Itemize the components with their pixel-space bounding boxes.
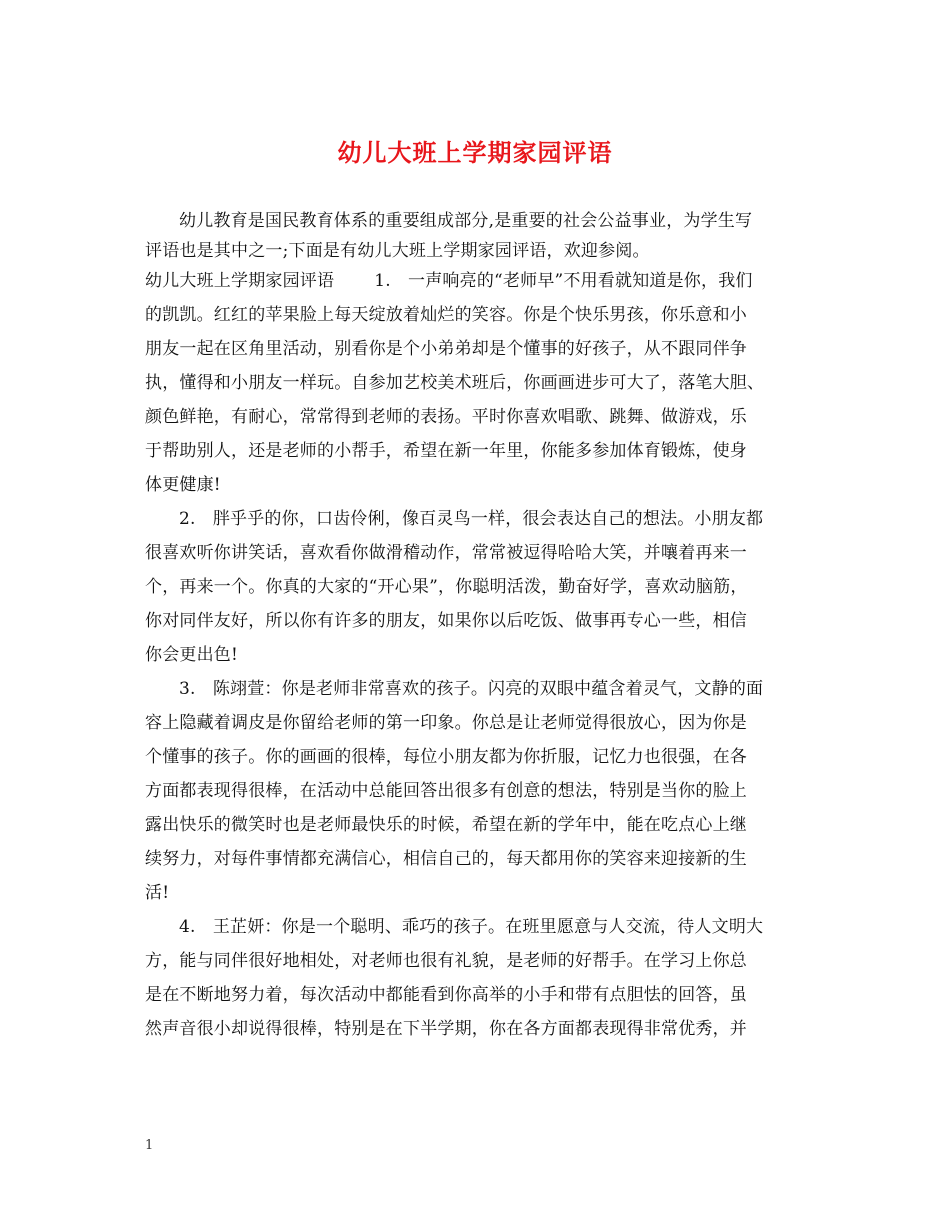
text-line: 3. 陈翊萱：你是老师非常喜欢的孩子。闪亮的双眼中蕴含着灵气，文静的面	[179, 679, 764, 699]
text-line: 2. 胖乎乎的你，口齿伶俐，像百灵鸟一样，很会表达自己的想法。小朋友都	[179, 509, 764, 529]
document-body	[145, 204, 813, 1046]
text-line: 你会更出色!	[145, 645, 239, 665]
text-line: 然声音很小却说得很棒，特别是在下半学期，你在各方面都表现得非常优秀，并	[145, 1019, 747, 1039]
text-line: 续努力，对每件事情都充满信心，相信自己的，每天都用你的笑容来迎接新的生	[145, 849, 747, 869]
text-line: 露出快乐的微笑时也是老师最快乐的时候，希望在新的学年中，能在吃点心上继	[145, 815, 747, 835]
page-number: 1	[145, 1138, 154, 1153]
text-line: 是在不断地努力着，每次活动中都能看到你高举的小手和带有点胆怯的回答，虽	[145, 985, 747, 1005]
text-line: 于帮助别人，还是老师的小帮手，希望在新一年里，你能多参加体育锻炼，使身	[145, 441, 747, 461]
text-line: 4. 王芷妍：你是一个聪明、乖巧的孩子。在班里愿意与人交流，待人文明大	[179, 917, 764, 937]
text-line: 评语也是其中之一;下面是有幼儿大班上学期家园评语，欢迎参阅。	[145, 241, 650, 261]
text-line: 朋友一起在区角里活动，别看你是个小弟弟却是个懂事的好孩子，从不跟同伴争	[145, 339, 747, 359]
text-line: 方面都表现得很棒，在活动中总能回答出很多有创意的想法，特别是当你的脸上	[145, 781, 747, 801]
text-line: 容上隐藏着调皮是你留给老师的第一印象。你总是让老师觉得很放心，因为你是	[145, 713, 747, 733]
text-line: 个懂事的孩子。你的画画的很棒，每位小朋友都为你折服，记忆力也很强，在各	[145, 747, 747, 767]
text-line: 幼儿教育是国民教育体系的重要组成部分,是重要的社会公益事业，为学生写	[179, 211, 753, 231]
text-line: 你对同伴友好，所以你有许多的朋友，如果你以后吃饭、做事再专心一些，相信	[145, 611, 747, 631]
text-line: 活!	[145, 883, 170, 903]
text-line: 颜色鲜艳，有耐心，常常得到老师的表扬。平时你喜欢唱歌、跳舞、做游戏，乐	[145, 407, 747, 427]
text-line: 执，懂得和小朋友一样玩。自参加艺校美术班后，你画画进步可大了，落笔大胆、	[145, 373, 765, 393]
document-title: 幼儿大班上学期家园评语	[337, 138, 613, 167]
text-line: 幼儿大班上学期家园评语 1. 一声响亮的“老师早”不用看就知道是你，我们	[145, 271, 753, 291]
text-line: 方，能与同伴很好地相处，对老师也很有礼貌，是老师的好帮手。在学习上你总	[145, 951, 747, 971]
text-line: 个，再来一个。你真的大家的“开心果”，你聪明活泼，勤奋好学，喜欢动脑筋，	[145, 577, 748, 597]
text-line: 很喜欢听你讲笑话，喜欢看你做滑稽动作，常常被逗得哈哈大笑，并嚷着再来一	[145, 543, 747, 563]
text-line: 的凯凯。红红的苹果脸上每天绽放着灿烂的笑容。你是个快乐男孩，你乐意和小	[145, 305, 747, 325]
text-line: 体更健康!	[145, 475, 221, 495]
